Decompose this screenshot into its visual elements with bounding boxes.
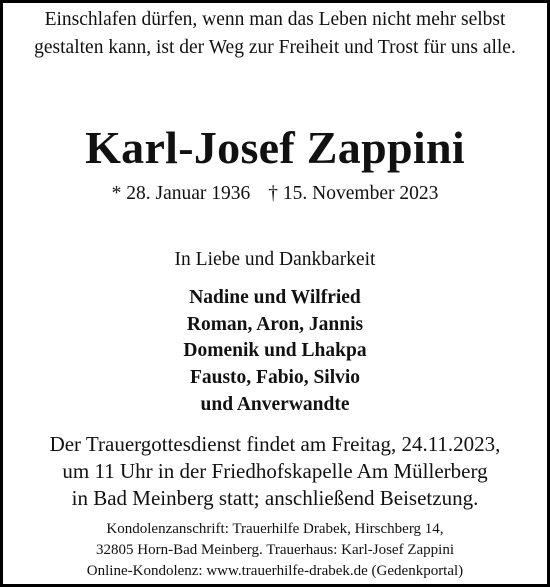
birth-date: * 28. Januar 1936 [111, 183, 251, 204]
motto-line-1: Einschlafen dürfen, wenn man das Leben nicht mehr selbst [44, 9, 506, 30]
mourner-line: Roman, Aron, Jannis [186, 314, 364, 335]
deceased-name: Karl-Josef Zappini [85, 122, 465, 173]
death-date: † 15. November 2023 [268, 183, 439, 204]
motto-line-2: gestalten kann, ist der Weg zur Freiheit und Trost für uns alle. [34, 37, 516, 58]
service-line-2: um 11 Uhr in der Friedhofskapelle Am Müllerberg [62, 459, 488, 483]
mourner-line: Fausto, Fabio, Silvio [189, 367, 361, 388]
contact-line-2: 32805 Horn-Bad Meinberg. Trauerhaus: Karl-Josef Zappini [96, 542, 454, 558]
life-dates [3, 184, 547, 204]
mourner-line: Domenik und Lhakpa [183, 340, 367, 361]
dedication-text: In Liebe und Dankbarkeit [174, 249, 376, 270]
mourner-line: Nadine und Wilfried [189, 287, 361, 308]
contact-line-3: Online-Kondolenz: www.trauerhilfe-drabek.de (Gedenkportal) [86, 563, 464, 579]
contact-line-1: Kondolenzanschrift: Trauerhilfe Drabek, Hirschberg 14, [106, 521, 444, 537]
service-line-1: Der Trauergottesdienst findet am Freitag, 24.11.2023, [49, 432, 501, 456]
service-line-3: in Bad Meinberg statt; anschließend Beisetzung. [71, 486, 479, 510]
mourner-line: und Anverwandte [200, 394, 350, 415]
